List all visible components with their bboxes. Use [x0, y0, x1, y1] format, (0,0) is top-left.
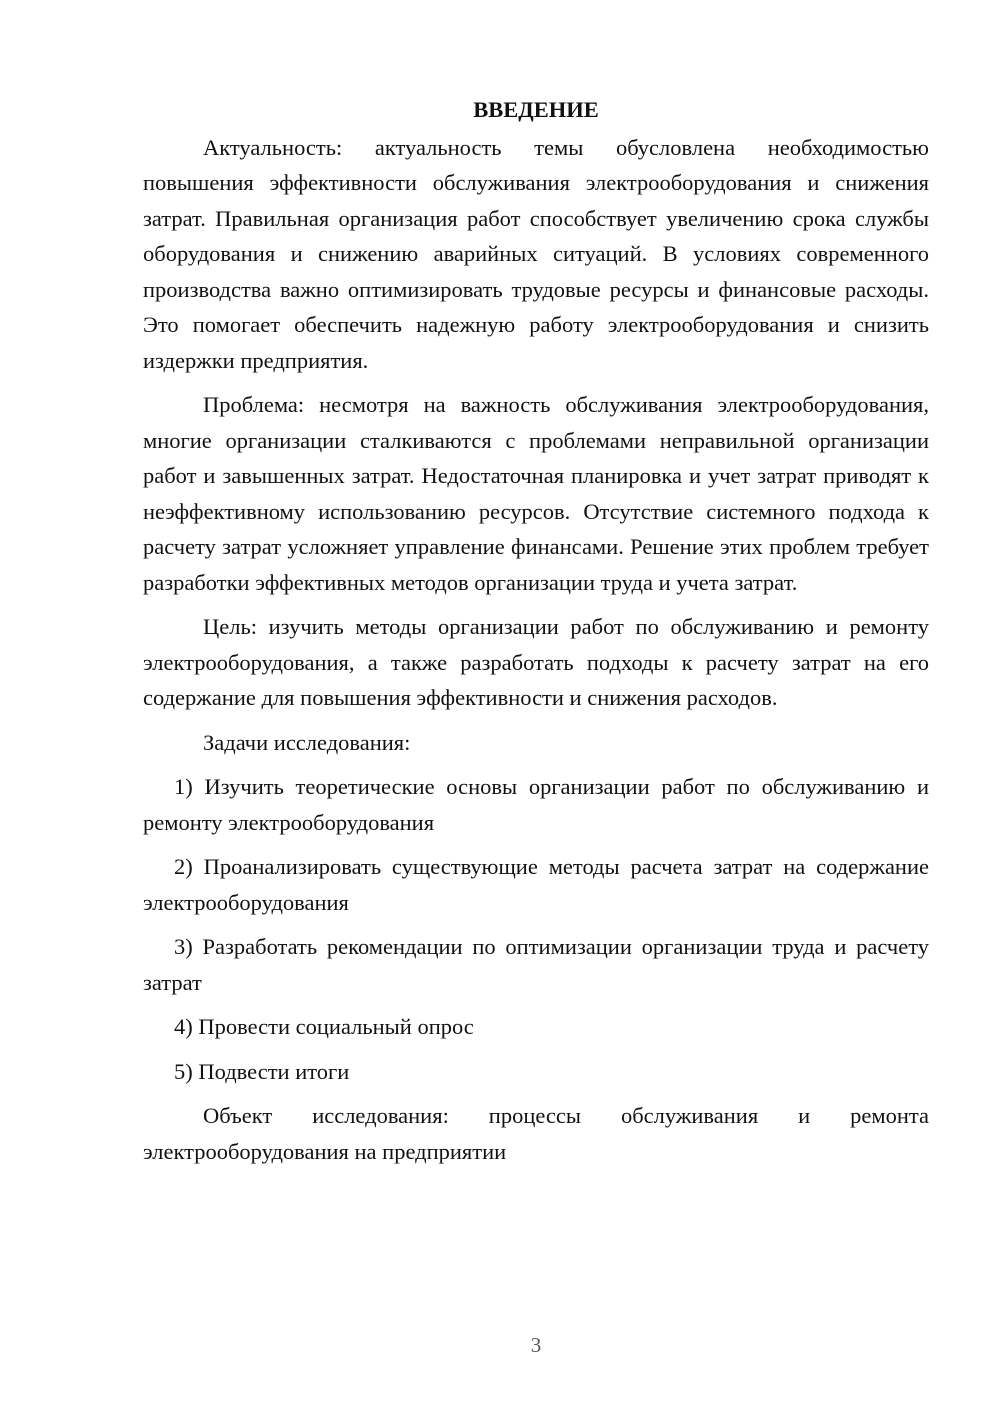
- task-item-2: 2) Проанализировать существующие методы расчета затрат на содержание электрооборудования: [143, 854, 929, 915]
- page-content: [143, 92, 929, 1169]
- task-item-5: 5) Подвести итоги: [174, 1058, 350, 1084]
- page-number: 3: [530, 1333, 542, 1357]
- object-paragraph: Объект исследования: процессы обслуживания и ремонта электрооборудования на предприятии: [143, 1103, 929, 1164]
- task-item-3: 3) Разработать рекомендации по оптимизации организации труда и расчету затрат: [143, 934, 929, 995]
- goal-paragraph: Цель: изучить методы организации работ по обслуживанию и ремонту электрооборудования, а также разработать подходы к расчету затрат на его содержание для повышения эффективности и снижения расходов.: [143, 614, 929, 710]
- task-item-1: 1) Изучить теоретические основы организации работ по обслуживанию и ремонту электрооборудования: [143, 774, 929, 835]
- section-heading: ВВЕДЕНИЕ: [473, 97, 599, 122]
- relevance-paragraph: Актуальность: актуальность темы обусловлена необходимостью повышения эффективности обслуживания электрооборудования и снижения затрат. Правильная организация работ способствует увеличению срока службы оборудования и снижению аварийных ситуаций. В условиях современного производства важно оптимизировать трудовые ресурсы и финансовые расходы. Это помогает обеспечить надежную работу электрооборудования и снизить издержки предприятия.: [143, 134, 929, 373]
- task-item-4: 4) Провести социальный опрос: [174, 1014, 474, 1039]
- tasks-list: [143, 769, 929, 1089]
- problem-paragraph: Проблема: несмотря на важность обслуживания электрооборудования, многие организации сталкиваются с проблемами неправильной организации работ и завышенных затрат. Недостаточная планировка и учет затрат приводят к неэффективному использованию ресурсов. Отсутствие системного подхода к расчету затрат усложняет управление финансами. Решение этих проблем требует разработки эффективных методов организации труда и учета затрат.: [143, 392, 929, 595]
- tasks-title: Задачи исследования:: [203, 729, 411, 755]
